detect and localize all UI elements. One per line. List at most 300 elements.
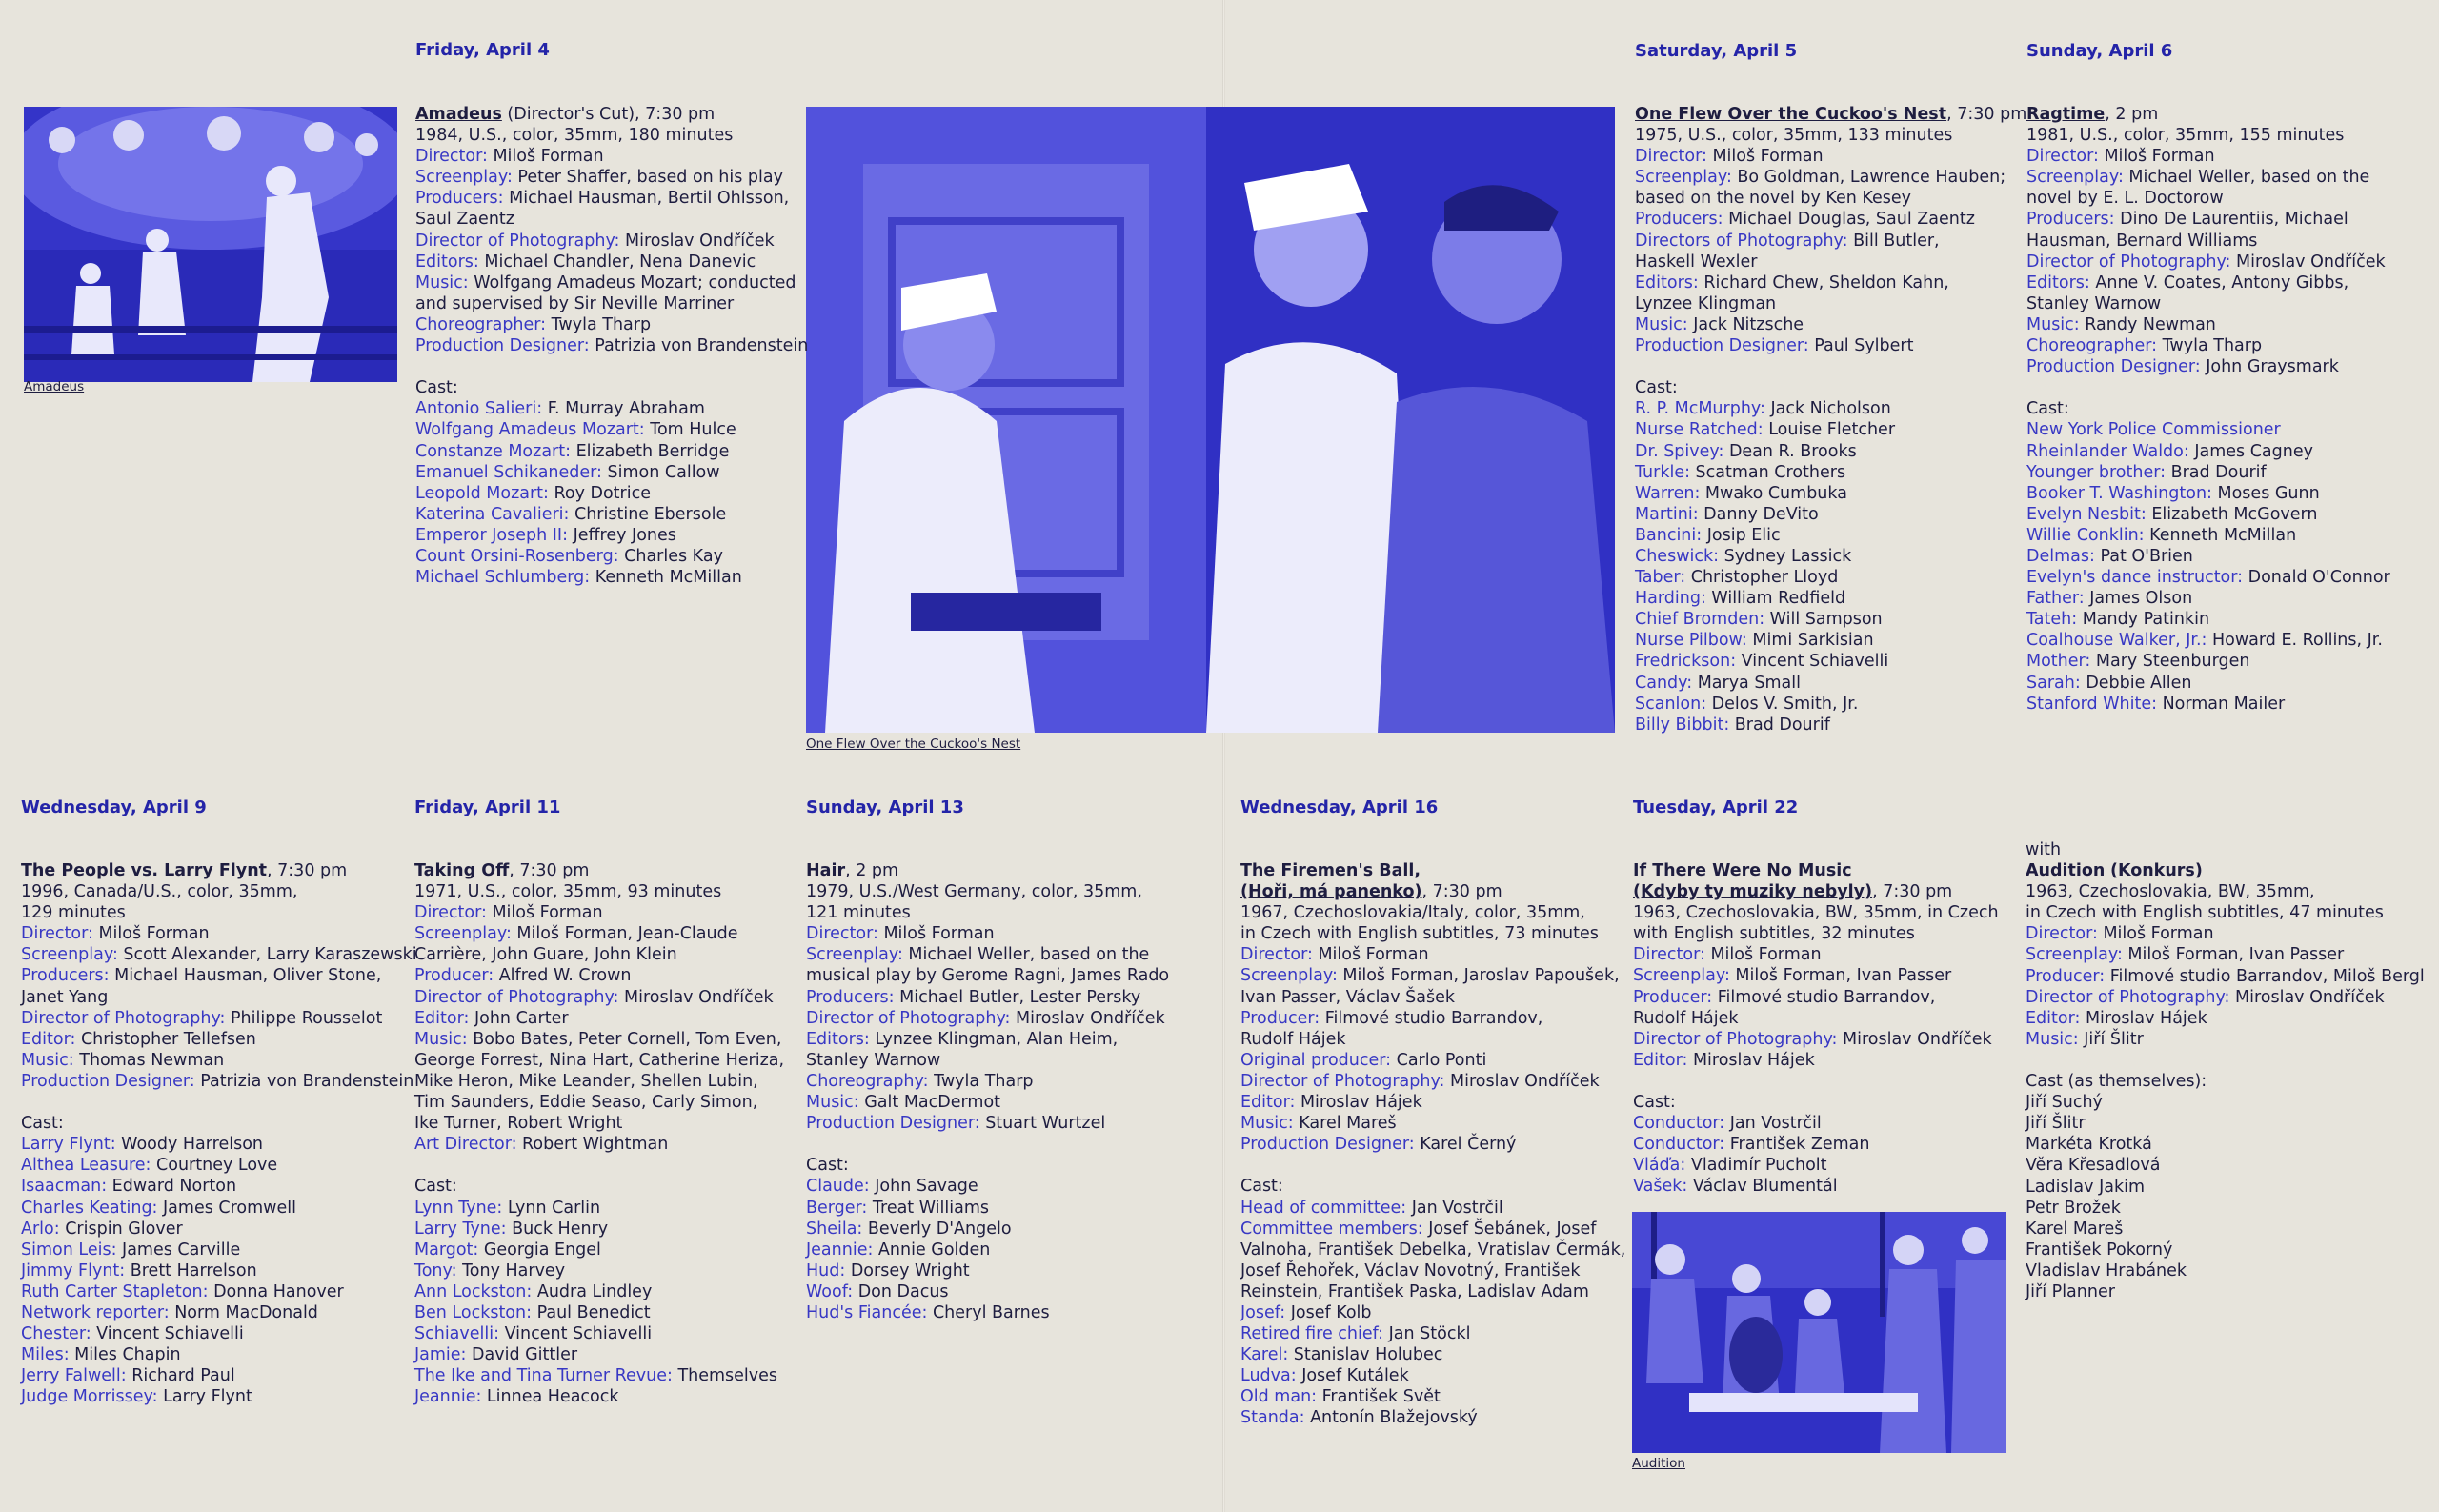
credit-name: Scott Alexander, Larry Karaszewski bbox=[117, 945, 417, 965]
credit-name: Sydney Lassick bbox=[1719, 546, 1852, 566]
credit-line bbox=[2026, 966, 2425, 987]
credit-line bbox=[2026, 1219, 2425, 1240]
credit-name: Michael Hausman, Bertil Ohlsson, bbox=[503, 189, 790, 209]
credit-line bbox=[2026, 546, 2390, 567]
credit-name: Philippe Rousselot bbox=[225, 1008, 383, 1028]
credit-name: Václav Blumentál bbox=[1687, 1177, 1838, 1197]
credit-name: Audra Lindley bbox=[532, 1281, 653, 1301]
credit-role: Director: bbox=[1240, 945, 1313, 965]
credit-role: Directors of Photography: bbox=[1635, 231, 1848, 251]
date-sunday-april-6: Sunday, April 6 bbox=[2026, 41, 2173, 61]
credit-role: Screenplay: bbox=[414, 924, 512, 944]
credit-name: Michael Hausman, Oliver Stone, bbox=[109, 966, 382, 986]
credit-role: Tony: bbox=[414, 1260, 457, 1280]
credit-line bbox=[1240, 1198, 1625, 1219]
credit-name: Michael Weller, based on the bbox=[2123, 168, 2370, 188]
credit-name: Brad Dourif bbox=[2166, 462, 2267, 482]
film-title-line bbox=[806, 860, 1169, 881]
credit-name: Jiří Planner bbox=[2026, 1281, 2115, 1301]
credit-line bbox=[806, 944, 1169, 965]
credit-role: Arlo: bbox=[21, 1219, 60, 1239]
film-showtime: , 7:30 pm bbox=[1946, 105, 2027, 124]
credit-role: Music: bbox=[2026, 314, 2080, 334]
spacer bbox=[1633, 1071, 1999, 1092]
credit-line bbox=[2026, 1071, 2425, 1092]
film-ragtime bbox=[2026, 104, 2390, 715]
credit-role: Fredrickson: bbox=[1635, 652, 1737, 672]
film-title: Audition bbox=[2026, 861, 2106, 881]
credit-line bbox=[1240, 1134, 1625, 1155]
credit-name: Edward Norton bbox=[107, 1177, 237, 1197]
credit-line bbox=[21, 881, 417, 902]
credit-line bbox=[806, 987, 1169, 1008]
credit-name: Pat O'Brien bbox=[2094, 546, 2193, 566]
credit-name: Haskell Wexler bbox=[1635, 252, 1758, 272]
credit-name: Miroslav Ondříček bbox=[618, 987, 774, 1007]
credit-name: Cast: bbox=[415, 378, 458, 398]
credit-line bbox=[806, 1029, 1169, 1050]
credit-name: Miloš Forman bbox=[486, 903, 603, 923]
credit-role: Director: bbox=[1635, 147, 1707, 167]
credit-line bbox=[415, 462, 808, 483]
credit-line bbox=[415, 209, 808, 230]
credit-name: Buck Henry bbox=[506, 1219, 609, 1239]
spacer bbox=[2026, 1050, 2425, 1071]
credit-role: Screenplay: bbox=[806, 945, 903, 965]
credit-name: James Carville bbox=[116, 1240, 241, 1260]
credit-role: Editor: bbox=[21, 1029, 76, 1049]
credit-role: Screenplay: bbox=[415, 168, 513, 188]
credit-line bbox=[1633, 1029, 1999, 1050]
credit-name: based on the novel by Ken Kesey bbox=[1635, 189, 1912, 209]
film-title-line bbox=[1240, 860, 1625, 881]
film-showtime: , 7:30 pm bbox=[1872, 882, 1953, 902]
film-showtime: , 2 pm bbox=[2105, 105, 2159, 124]
credit-name: Vincent Schiavelli bbox=[1736, 652, 1889, 672]
credit-name: Crispin Glover bbox=[59, 1219, 183, 1239]
credit-name: Donald O'Connor bbox=[2243, 568, 2390, 588]
credit-name: Dean R. Brooks bbox=[1723, 441, 1857, 461]
credit-name: 1967, Czechoslovakia/Italy, color, 35mm, bbox=[1240, 903, 1585, 923]
credit-role: Claude: bbox=[806, 1177, 870, 1197]
credit-name: Anne V. Coates, Antony Gibbs, bbox=[2089, 272, 2349, 292]
date-saturday-april-5: Saturday, April 5 bbox=[1635, 41, 1798, 61]
credit-line bbox=[415, 377, 808, 398]
audition-photo bbox=[1632, 1212, 2006, 1453]
credit-name: Miloš Forman bbox=[92, 924, 210, 944]
credit-line bbox=[414, 1219, 784, 1240]
credit-role: Chief Bromden: bbox=[1635, 610, 1765, 630]
credit-role: Producers: bbox=[415, 189, 504, 209]
credit-name: 1996, Canada/U.S., color, 35mm, bbox=[21, 882, 298, 902]
credit-line bbox=[414, 1071, 784, 1092]
credit-role: Producer: bbox=[414, 966, 494, 986]
credit-line bbox=[2026, 504, 2390, 525]
credit-line bbox=[2026, 188, 2390, 209]
credit-line bbox=[2026, 1240, 2425, 1260]
credit-role: Producers: bbox=[1635, 210, 1723, 230]
credit-role: Count Orsini-Rosenberg: bbox=[415, 546, 619, 566]
credit-line bbox=[415, 419, 808, 440]
credit-line bbox=[1240, 923, 1625, 944]
credit-name: Jiří Šlitr bbox=[2026, 1114, 2086, 1134]
credit-role: Hud: bbox=[806, 1260, 846, 1280]
credit-name: Themselves bbox=[672, 1366, 778, 1386]
credit-role: Director: bbox=[415, 147, 488, 167]
date-sunday-april-13: Sunday, April 13 bbox=[806, 797, 964, 817]
credit-name: Karel Černý bbox=[1414, 1135, 1517, 1155]
film-title-line bbox=[415, 104, 808, 125]
credit-name: Lynzee Klingman, Alan Heim, bbox=[869, 1029, 1119, 1049]
credit-line bbox=[1635, 398, 2026, 419]
credit-name: Brad Dourif bbox=[1729, 715, 1830, 735]
credit-line bbox=[2026, 419, 2390, 440]
credit-line bbox=[2026, 630, 2390, 651]
credit-name: Vladimír Pucholt bbox=[1685, 1156, 1827, 1176]
credit-name: Richard Paul bbox=[126, 1366, 235, 1386]
credit-name: Věra Křesadlová bbox=[2026, 1156, 2161, 1176]
credit-name: Roy Dotrice bbox=[548, 483, 651, 503]
credit-line bbox=[1635, 525, 2026, 546]
credit-name: Cast: bbox=[1633, 1093, 1676, 1113]
credit-role: Althea Leasure: bbox=[21, 1156, 151, 1176]
credit-name: musical play by Gerome Ragni, James Rado bbox=[806, 966, 1170, 986]
credit-line bbox=[21, 1240, 417, 1260]
credit-name: Marya Small bbox=[1692, 673, 1801, 693]
credit-role: Lynn Tyne: bbox=[414, 1198, 503, 1218]
credit-line bbox=[21, 1008, 417, 1029]
film-title-line bbox=[1633, 881, 1999, 902]
credit-line bbox=[1240, 965, 1625, 986]
credit-line bbox=[414, 1050, 784, 1071]
credit-role: Choreographer: bbox=[2026, 336, 2158, 356]
credit-role: Nurse Pilbow: bbox=[1635, 631, 1747, 651]
credit-name: Donna Hanover bbox=[208, 1281, 344, 1301]
credit-line bbox=[415, 314, 808, 335]
credit-role: Jamie: bbox=[414, 1345, 467, 1365]
credit-name: Antonín Blažejovský bbox=[1304, 1408, 1478, 1428]
credit-name: Twyla Tharp bbox=[928, 1071, 1034, 1091]
credit-name: Simon Callow bbox=[601, 462, 720, 482]
credit-role: New York Police Commissioner bbox=[2026, 420, 2281, 440]
credit-role: Original producer: bbox=[1240, 1050, 1392, 1070]
credit-line bbox=[414, 1113, 784, 1134]
credit-role: Younger brother: bbox=[2026, 462, 2167, 482]
credit-line bbox=[21, 1281, 417, 1302]
credit-role: Producer: bbox=[1633, 987, 1713, 1007]
credit-line bbox=[21, 1134, 417, 1155]
credit-role: Evelyn's dance instructor: bbox=[2026, 568, 2244, 588]
credit-name: Miloš Forman bbox=[487, 147, 604, 167]
credit-name: Jiří Šlitr bbox=[2078, 1029, 2144, 1049]
credit-name: Ike Turner, Robert Wright bbox=[414, 1114, 623, 1134]
credit-line bbox=[1635, 252, 2026, 272]
credit-line bbox=[806, 1092, 1169, 1113]
credit-role: Chester: bbox=[21, 1324, 91, 1344]
credit-role: Berger: bbox=[806, 1198, 868, 1218]
credit-line bbox=[1635, 673, 2026, 694]
credit-line bbox=[1633, 965, 1999, 986]
credit-role: Ruth Carter Stapleton: bbox=[21, 1281, 209, 1301]
credit-role: Director of Photography: bbox=[414, 987, 619, 1007]
credit-role: Simon Leis: bbox=[21, 1240, 117, 1260]
credit-line bbox=[1635, 272, 2026, 293]
credit-name: Mwako Cumbuka bbox=[1700, 483, 1847, 503]
spacer bbox=[414, 1155, 784, 1176]
film-amadeus bbox=[415, 104, 808, 588]
credit-line bbox=[1635, 293, 2026, 314]
film-title-line bbox=[2026, 860, 2425, 881]
credit-line bbox=[1240, 1240, 1625, 1260]
credit-line bbox=[414, 881, 784, 902]
credit-line bbox=[1635, 209, 2026, 230]
credit-role: Conductor: bbox=[1633, 1114, 1725, 1134]
credit-role: Warren: bbox=[1635, 483, 1701, 503]
film-title: Amadeus bbox=[415, 105, 502, 124]
credit-name: Mandy Patinkin bbox=[2077, 610, 2210, 630]
credit-name: Christopher Tellefsen bbox=[75, 1029, 256, 1049]
credit-role: Director: bbox=[806, 924, 878, 944]
film-cuckoo bbox=[1635, 104, 2026, 736]
credit-name: Filmové studio Barrandov, bbox=[1320, 1008, 1543, 1028]
credit-role: Hud's Fiancée: bbox=[806, 1302, 928, 1322]
credit-name: Howard E. Rollins, Jr. bbox=[2207, 631, 2383, 651]
credit-role: Josef: bbox=[1240, 1302, 1286, 1322]
credit-line bbox=[806, 1113, 1169, 1134]
credit-name: Petr Brožek bbox=[2026, 1198, 2121, 1218]
credit-role: Sheila: bbox=[806, 1219, 863, 1239]
credit-line bbox=[21, 1344, 417, 1365]
credit-line bbox=[1240, 944, 1625, 965]
credit-name: 1971, U.S., color, 35mm, 93 minutes bbox=[414, 882, 722, 902]
credit-role: Editors: bbox=[2026, 272, 2090, 292]
credit-line bbox=[415, 504, 808, 525]
credit-line bbox=[1240, 987, 1625, 1008]
credit-role: Screenplay: bbox=[2026, 168, 2124, 188]
credit-line bbox=[414, 1029, 784, 1050]
credit-line bbox=[2026, 272, 2390, 293]
credit-name: Lynn Carlin bbox=[502, 1198, 601, 1218]
credit-name: Galt MacDermot bbox=[858, 1093, 1001, 1113]
credit-line bbox=[415, 335, 808, 356]
credit-line bbox=[21, 1365, 417, 1386]
credit-name: Miloš Forman bbox=[2097, 924, 2214, 944]
credit-name: Josef Šebánek, Josef bbox=[1422, 1219, 1597, 1239]
credit-role: Screenplay: bbox=[1635, 168, 1732, 188]
credit-role: Music: bbox=[415, 272, 469, 292]
credit-role: Jeannie: bbox=[414, 1387, 482, 1407]
credit-name: Dorsey Wright bbox=[845, 1260, 970, 1280]
credit-line bbox=[21, 1219, 417, 1240]
credit-line bbox=[2026, 944, 2425, 965]
credit-name: Kenneth McMillan bbox=[590, 568, 742, 588]
credit-line bbox=[2026, 1092, 2425, 1113]
credit-role: Production Designer: bbox=[2026, 357, 2201, 377]
credit-line bbox=[1240, 1050, 1625, 1071]
film-title-original: (Kdyby ty muziky nebyly) bbox=[1633, 882, 1873, 902]
credit-name: Norm MacDonald bbox=[169, 1302, 318, 1322]
credit-line bbox=[2026, 1198, 2425, 1219]
credit-line bbox=[1633, 1050, 1999, 1071]
film-showtime: , 7:30 pm bbox=[1421, 882, 1502, 902]
credit-name: Miloš Forman bbox=[1312, 945, 1429, 965]
credit-name: Brett Harrelson bbox=[125, 1260, 257, 1280]
credit-name: Thomas Newman bbox=[73, 1050, 225, 1070]
credit-role: Bancini: bbox=[1635, 525, 1703, 545]
credit-line bbox=[1240, 1344, 1625, 1365]
credit-line bbox=[2026, 902, 2425, 923]
credit-role: Taber: bbox=[1635, 568, 1686, 588]
credit-role: Constanze Mozart: bbox=[415, 441, 571, 461]
credit-line bbox=[414, 1281, 784, 1302]
credit-role: Director: bbox=[2026, 924, 2098, 944]
credit-name: Miloš Forman bbox=[2098, 147, 2215, 167]
credit-name: Markéta Krotká bbox=[2026, 1135, 2152, 1155]
credit-role: Mother: bbox=[2026, 652, 2091, 672]
credit-line bbox=[1635, 146, 2026, 167]
film-title: The People vs. Larry Flynt bbox=[21, 861, 268, 880]
credit-name: Patrizia von Brandenstein bbox=[589, 336, 809, 356]
credit-name: Stanley Warnow bbox=[2026, 293, 2162, 313]
credit-name: 1981, U.S., color, 35mm, 155 minutes bbox=[2026, 126, 2345, 146]
credit-name: David Gittler bbox=[466, 1345, 578, 1365]
credit-name: F. Murray Abraham bbox=[542, 399, 705, 419]
credit-line bbox=[806, 1071, 1169, 1092]
cuckoo-caption: One Flew Over the Cuckoo's Nest bbox=[806, 736, 1021, 752]
credit-role: Willie Conklin: bbox=[2026, 525, 2145, 545]
film-showtime: , 2 pm bbox=[845, 861, 899, 880]
credit-line bbox=[1240, 1029, 1625, 1050]
credit-name: Larry Flynt bbox=[157, 1387, 252, 1407]
credit-line bbox=[1635, 609, 2026, 630]
credit-name: Michael Douglas, Saul Zaentz bbox=[1723, 210, 1975, 230]
credit-line bbox=[415, 546, 808, 567]
credit-line bbox=[2026, 125, 2390, 146]
audition-caption: Audition bbox=[1632, 1456, 1685, 1471]
credit-line bbox=[1635, 546, 2026, 567]
credit-line bbox=[2026, 1029, 2425, 1050]
credit-line bbox=[1635, 483, 2026, 504]
credit-role: Director of Photography: bbox=[21, 1008, 226, 1028]
credit-role: Music: bbox=[414, 1029, 468, 1049]
credit-name: Jack Nicholson bbox=[1764, 399, 1891, 419]
credit-line bbox=[415, 146, 808, 167]
credit-name: Miroslav Ondříček bbox=[1010, 1008, 1165, 1028]
credit-name: Josip Elic bbox=[1702, 525, 1781, 545]
credit-line bbox=[414, 1198, 784, 1219]
credit-line bbox=[414, 902, 784, 923]
credit-role: Choreography: bbox=[806, 1071, 929, 1091]
credit-line bbox=[414, 1092, 784, 1113]
credit-name: 121 minutes bbox=[806, 903, 911, 923]
credit-line bbox=[2026, 167, 2390, 188]
credit-role: Delmas: bbox=[2026, 546, 2095, 566]
credit-role: Music: bbox=[2026, 1029, 2079, 1049]
credit-role: Cheswick: bbox=[1635, 546, 1720, 566]
credit-role: Editors: bbox=[415, 252, 479, 272]
credit-name: Miroslav Hájek bbox=[1295, 1093, 1422, 1113]
credit-line bbox=[414, 1323, 784, 1344]
credit-line bbox=[1633, 1092, 1999, 1113]
credit-line bbox=[1240, 1260, 1625, 1281]
credit-name: Miroslav Ondříček bbox=[1837, 1029, 1992, 1049]
credit-role: Editor: bbox=[1633, 1050, 1688, 1070]
credit-role: Director: bbox=[414, 903, 487, 923]
credit-name: Debbie Allen bbox=[2080, 673, 2192, 693]
film-title: Hair bbox=[806, 861, 846, 880]
credit-line bbox=[2026, 881, 2425, 902]
credit-name: Reinstein, František Paska, Ladislav Adam bbox=[1240, 1281, 1589, 1301]
film-title-original: (Hoři, má panenko) bbox=[1240, 882, 1422, 902]
credit-line bbox=[415, 231, 808, 252]
film-title-line bbox=[21, 860, 417, 881]
credit-name: Josef Kutálek bbox=[1296, 1366, 1409, 1386]
credit-name: Twyla Tharp bbox=[546, 314, 652, 334]
credit-name: Jiří Suchý bbox=[2026, 1093, 2103, 1113]
credit-line bbox=[414, 1260, 784, 1281]
credit-name: novel by E. L. Doctorow bbox=[2026, 189, 2224, 209]
credit-role: Production Designer: bbox=[21, 1071, 195, 1091]
film-title: Ragtime bbox=[2026, 105, 2106, 124]
date-friday-april-4: Friday, April 4 bbox=[415, 40, 550, 60]
credit-line bbox=[21, 944, 417, 965]
credit-name: Miloš Forman, Ivan Passer bbox=[2122, 945, 2345, 965]
credit-line bbox=[2026, 673, 2390, 694]
credit-line bbox=[1633, 944, 1999, 965]
credit-role: Editor: bbox=[1240, 1093, 1296, 1113]
film-title-line bbox=[1635, 104, 2026, 125]
credit-line bbox=[1633, 1008, 1999, 1029]
credit-line bbox=[1635, 125, 2026, 146]
credit-line bbox=[806, 1050, 1169, 1071]
credit-name: Paul Sylbert bbox=[1808, 336, 1914, 356]
credit-name: Vincent Schiavelli bbox=[499, 1324, 653, 1344]
credit-line bbox=[2026, 1008, 2425, 1029]
credit-role: Larry Tyne: bbox=[414, 1219, 507, 1239]
credit-line bbox=[21, 1176, 417, 1197]
credit-name: Tom Hulce bbox=[644, 420, 736, 440]
credit-name: George Forrest, Nina Hart, Catherine Heriza, bbox=[414, 1050, 785, 1070]
credit-role: Editor: bbox=[414, 1008, 470, 1028]
credit-line bbox=[1635, 462, 2026, 483]
credit-line bbox=[2026, 293, 2390, 314]
credit-role: Michael Schlumberg: bbox=[415, 568, 591, 588]
credit-line bbox=[1240, 1323, 1625, 1344]
cuckoo-photo bbox=[806, 107, 1615, 733]
credit-role: Vláďa: bbox=[1633, 1156, 1686, 1176]
film-title-line bbox=[2026, 104, 2390, 125]
credit-line bbox=[21, 1260, 417, 1281]
credit-name: Janet Yang bbox=[21, 987, 109, 1007]
credit-name: Miloš Forman, Jean-Claude bbox=[511, 924, 738, 944]
credit-line bbox=[1240, 1365, 1625, 1386]
credit-role: Coalhouse Walker, Jr.: bbox=[2026, 631, 2207, 651]
credit-line bbox=[21, 1029, 417, 1050]
credit-name: John Graysmark bbox=[2200, 357, 2339, 377]
credit-name: Delos V. Smith, Jr. bbox=[1706, 694, 1859, 714]
credit-role: Director of Photography: bbox=[2026, 252, 2231, 272]
credit-line bbox=[2026, 231, 2390, 252]
credit-line bbox=[1633, 923, 1999, 944]
credit-line bbox=[1633, 1155, 1999, 1176]
credit-role: Producers: bbox=[2026, 210, 2115, 230]
credit-name: Tim Saunders, Eddie Seaso, Carly Simon, bbox=[414, 1093, 758, 1113]
credit-name: Dino De Laurentiis, Michael bbox=[2114, 210, 2348, 230]
credit-line bbox=[1635, 694, 2026, 715]
credit-name: Woody Harrelson bbox=[115, 1135, 264, 1155]
credit-name: Michael Butler, Lester Persky bbox=[894, 987, 1141, 1007]
credit-name: Mimi Sarkisian bbox=[1746, 631, 1874, 651]
